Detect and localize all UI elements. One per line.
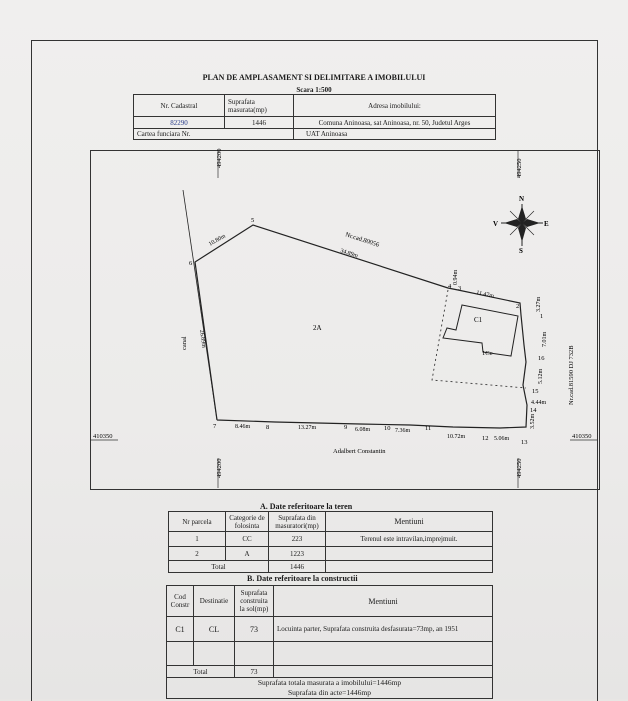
distance-9-8: 13.27m (298, 425, 317, 431)
point-10: 10 (384, 425, 391, 432)
canal-line (183, 190, 217, 420)
nr-cadastral-label: Nr. Cadastral (134, 95, 225, 117)
point-9: 9 (344, 424, 348, 431)
table-row: 2 A 1223 (169, 547, 493, 561)
coord-y-top-right: 494250 (516, 158, 523, 178)
col-suprafata: Suprafata din masuratori(mp) (269, 512, 326, 532)
distance-4-3: 0.94m (453, 269, 459, 285)
point-13: 13 (521, 439, 528, 446)
section-b-title: B. Date referitoare la constructii (247, 574, 358, 583)
section-a-title: A. Date referitoare la teren (260, 502, 353, 511)
document-title: PLAN DE AMPLASAMENT SI DELIMITARE A IMOBILULUI (202, 73, 426, 82)
neighbor-top: Nr.cad.80056 (344, 231, 380, 249)
point-1: 1 (540, 313, 544, 320)
suprafata-value: 1446 (225, 117, 294, 129)
point-5: 5 (251, 217, 255, 224)
compass-icon (501, 204, 543, 246)
distance-1-16: 7.01m (542, 331, 548, 347)
parcel-label: 2A (313, 324, 322, 332)
point-6: 6 (189, 260, 193, 267)
table-row: C1 CL 73 Locuinta parter, Suprafata construita desfasurata=73mp, an 1951 (167, 617, 493, 642)
parcel-boundary (195, 225, 527, 428)
point-16: 16 (538, 355, 545, 362)
col-suprafata-sol: Suprafata construita la sol(mp) (235, 586, 274, 617)
distance-2-1: 3.27m (536, 296, 542, 312)
compass-v: V (493, 220, 499, 228)
compass-e: E (544, 220, 549, 228)
coord-x-left: 410350 (93, 433, 113, 440)
uat-value: UAT Aninoasa (294, 129, 496, 140)
parcel-1-dashed-boundary (432, 290, 526, 388)
point-3: 3 (458, 285, 462, 292)
distance-10-9: 6.08m (355, 427, 371, 433)
document-scale: Scara 1:500 (296, 86, 332, 94)
neighbor-right: Nr.cad.81590 DJ 732B (568, 345, 575, 405)
adresa-label: Adresa imobilului: (294, 95, 496, 117)
point-11: 11 (425, 425, 432, 432)
suprafata-label: Suprafata masurata(mp) (225, 95, 294, 117)
carte-funciara-label: Cartea funciara Nr. (134, 129, 294, 140)
col-destinatie: Destinatie (194, 586, 235, 617)
table-row-total: Total 1446 (169, 561, 493, 573)
construction-table (166, 585, 493, 699)
annex-label: 1Cc (482, 350, 493, 357)
compass-n: N (519, 195, 525, 203)
distance-3-2: 11.47m (475, 290, 495, 300)
col-categorie: Categorie de folosinta (226, 512, 269, 532)
point-14: 14 (530, 407, 537, 414)
point-12: 12 (482, 435, 489, 442)
distance-13-12: 5.06m (494, 436, 510, 442)
distance-11-10: 7.36m (395, 428, 411, 434)
building-c1 (443, 305, 518, 356)
col-mentiuni: Mentiuni (326, 512, 493, 532)
coord-y-bottom-right: 494250 (516, 458, 523, 478)
coord-y-top-left: 494200 (216, 148, 223, 168)
col-mentiuni: Mentiuni (274, 586, 493, 617)
point-8: 8 (266, 424, 270, 431)
distance-8-7: 8.46m (235, 424, 251, 430)
neighbor-bottom: Adalbert Constantin (333, 448, 386, 455)
total-surface-measured: Suprafata totala masurata a imobilului=1446mp (257, 678, 402, 687)
col-cod: Cod Constr (167, 586, 194, 617)
distance-15-14: 4.44m (531, 400, 547, 406)
distance-5-4: 34.89m (339, 248, 359, 260)
land-table (168, 511, 493, 573)
table-row-total: Total 73 (167, 666, 493, 678)
building-label: C1 (474, 316, 483, 324)
table-row: 1 CC 223 Terenul este intravilan,imprejmuit. (169, 532, 493, 547)
compass-s: S (519, 247, 523, 255)
point-7: 7 (213, 423, 217, 430)
coord-y-bottom-left: 494200 (216, 458, 223, 478)
distance-14-13: 3.52m (530, 413, 536, 429)
point-4: 4 (448, 283, 452, 290)
distance-7-6: 26.89m (198, 329, 207, 349)
col-nr-parcela: Nr parcela (169, 512, 226, 532)
distance-16-15: 5.12m (538, 368, 544, 384)
point-15: 15 (532, 388, 539, 395)
nr-cadastral-value: 82290 (134, 117, 225, 129)
distance-12-11: 10.72m (447, 434, 466, 440)
coord-x-right: 410350 (572, 433, 592, 440)
neighbor-left: canal (181, 336, 188, 350)
point-2: 2 (516, 303, 520, 310)
distance-6-5: 10.80m (208, 233, 227, 248)
total-surface-acts: Suprafata din acte=1446mp (288, 688, 371, 697)
adresa-value: Comuna Aninoasa, sat Aninoasa, nr. 50, Judetul Arges (294, 117, 496, 129)
